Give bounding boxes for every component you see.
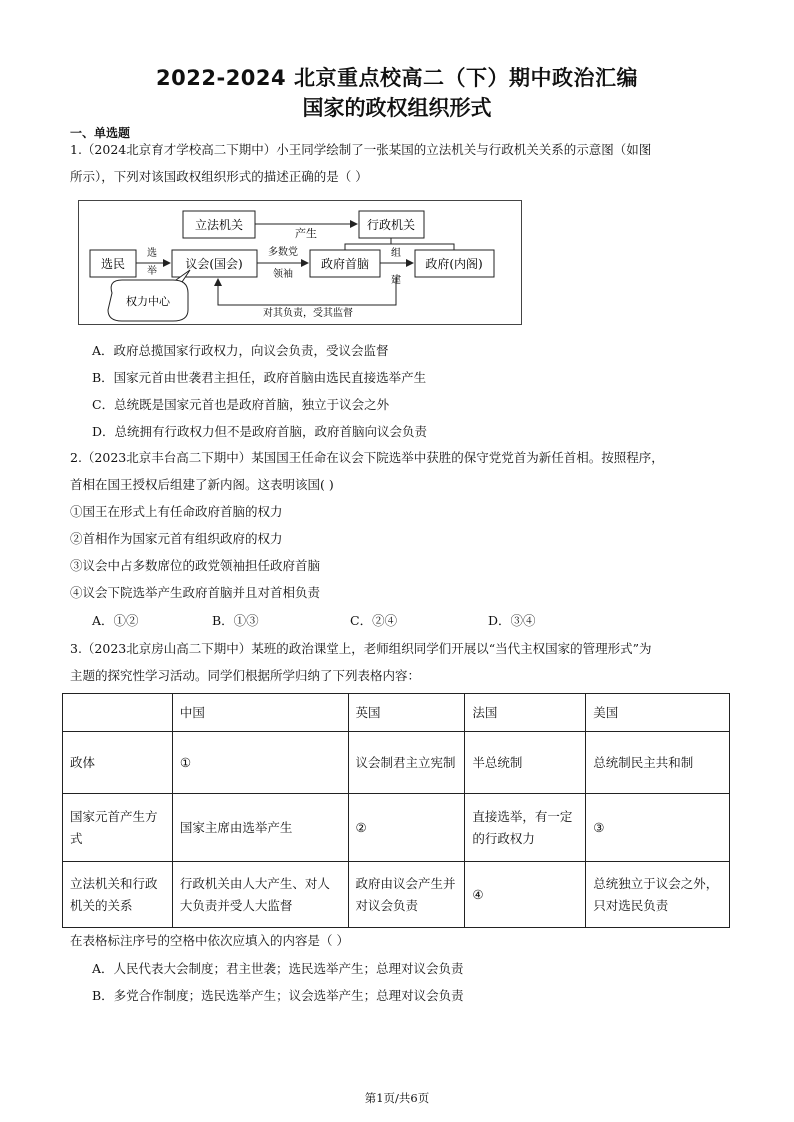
- page-footer: 第1页/共6页: [364, 1091, 430, 1105]
- label-form-2: 建: [391, 275, 401, 286]
- q2-statement-2: ②首相作为国家元首有组织政府的权力: [70, 531, 283, 546]
- label-head-of-government: 政府首脑: [320, 257, 370, 271]
- table-cell: 行政机关由人大产生、对人大负责并受人大监督: [172, 862, 348, 928]
- q2-statement-3: ③议会中占多数席位的政党领袖担任政府首脑: [70, 558, 321, 573]
- table-header-cell: 英国: [348, 694, 465, 732]
- label-legislature: 立法机关: [194, 218, 244, 232]
- q2-statement-1: ①国王在形式上有任命政府首脑的权力: [70, 504, 283, 519]
- table-cell: 立法机关和行政机关的关系: [63, 862, 173, 928]
- table-cell: 议会制君主立宪制: [348, 732, 465, 794]
- table-header-cell: [63, 694, 173, 732]
- q1-option-c[interactable]: C．总统既是国家元首也是政府首脑，独立于议会之外: [92, 397, 390, 412]
- q3-after-table: 在表格标注序号的空格中依次应填入的内容是（ ）: [70, 933, 349, 948]
- table-header-row: [63, 694, 730, 732]
- table-header-cell: 法国: [465, 694, 586, 732]
- document-subtitle: 国家的政权组织形式: [302, 96, 492, 120]
- q2-statement-4: ④议会下院选举产生政府首脑并且对首相负责: [70, 585, 321, 600]
- q2-stem-line2: 首相在国王授权后组建了新内阁。这表明该国( ): [70, 477, 334, 492]
- table-cell: 国家元首产生方式: [63, 794, 173, 862]
- table-row: [63, 862, 730, 928]
- label-majority-party: 多数党: [268, 247, 298, 258]
- arrow-responsible: [218, 277, 396, 305]
- q1-option-b[interactable]: B．国家元首由世袭君主担任，政府首脑由选民直接选举产生: [92, 370, 427, 385]
- document-title: 2022-2024 北京重点校高二（下）期中政治汇编: [156, 66, 638, 90]
- label-executive: 行政机关: [366, 218, 416, 232]
- table-cell: 政体: [63, 732, 173, 794]
- label-cabinet: 政府(内阁): [425, 257, 483, 271]
- table-row: [63, 732, 730, 794]
- q2-stem-line1: 2.（2023北京丰台高二下期中）某国国王任命在议会下院选举中获胜的保守党党首为新任首相。按照程序，: [70, 450, 664, 465]
- q1-option-d[interactable]: D．总统拥有行政权力但不是政府首脑，政府首脑向议会负责: [92, 424, 428, 439]
- q1-diagram: [78, 200, 522, 325]
- table-cell: ③: [586, 794, 730, 862]
- label-voters: 选民: [100, 257, 126, 271]
- q1-option-a[interactable]: A．政府总揽国家行政权力，向议会负责，受议会监督: [92, 343, 389, 358]
- q3-option-b[interactable]: B．多党合作制度；选民选举产生；议会选举产生；总理对议会负责: [92, 988, 464, 1003]
- label-parliament: 议会(国会): [185, 257, 243, 271]
- table-cell: ②: [348, 794, 465, 862]
- table-cell: 半总统制: [465, 732, 586, 794]
- q3-stem-line1: 3.（2023北京房山高二下期中）某班的政治课堂上，老师组织同学们开展以“当代主权国家的管理形式”为: [70, 641, 652, 656]
- label-elect-1: 选: [147, 248, 157, 259]
- label-elect-2: 举: [147, 266, 157, 277]
- table-cell: ①: [172, 732, 348, 794]
- q3-option-a[interactable]: A．人民代表大会制度；君主世袭；选民选举产生；总理对议会负责: [92, 961, 464, 976]
- table-row: [63, 794, 730, 862]
- q2-option-d[interactable]: D．③④: [488, 613, 536, 628]
- table-cell: 政府由议会产生并对议会负责: [348, 862, 465, 928]
- table-cell: 总统独立于议会之外，只对选民负责: [586, 862, 730, 928]
- q3-stem-line2: 主题的探究性学习活动。同学们根据所学归纳了下列表格内容：: [70, 668, 421, 683]
- table-cell: 国家主席由选举产生: [172, 794, 348, 862]
- q1-stem-line2: 所示），下列对该国政权组织形式的描述正确的是（ ）: [70, 169, 368, 184]
- label-responsible: 对其负责，受其监督: [263, 308, 353, 319]
- table-cell: ④: [465, 862, 586, 928]
- table-header-cell: 中国: [172, 694, 348, 732]
- table-cell: 直接选举，有一定的行政权力: [465, 794, 586, 862]
- q1-stem-line1: 1.（2024北京育才学校高二下期中）小王同学绘制了一张某国的立法机关与行政机关关系的示意图（如图: [70, 142, 652, 157]
- q2-option-b[interactable]: B．①③: [212, 613, 259, 628]
- label-power-center: 权力中心: [126, 295, 170, 308]
- label-leader: 领袖: [273, 269, 293, 280]
- q2-option-a[interactable]: A．①②: [92, 613, 139, 628]
- section-heading: 一、单选题: [70, 126, 131, 140]
- q3-comparison-table: [62, 693, 730, 928]
- label-form-1: 组: [391, 248, 401, 259]
- label-produce: 产生: [295, 227, 317, 240]
- table-header-cell: 美国: [586, 694, 730, 732]
- table-cell: 总统制民主共和制: [586, 732, 730, 794]
- q2-option-c[interactable]: C．②④: [350, 613, 398, 628]
